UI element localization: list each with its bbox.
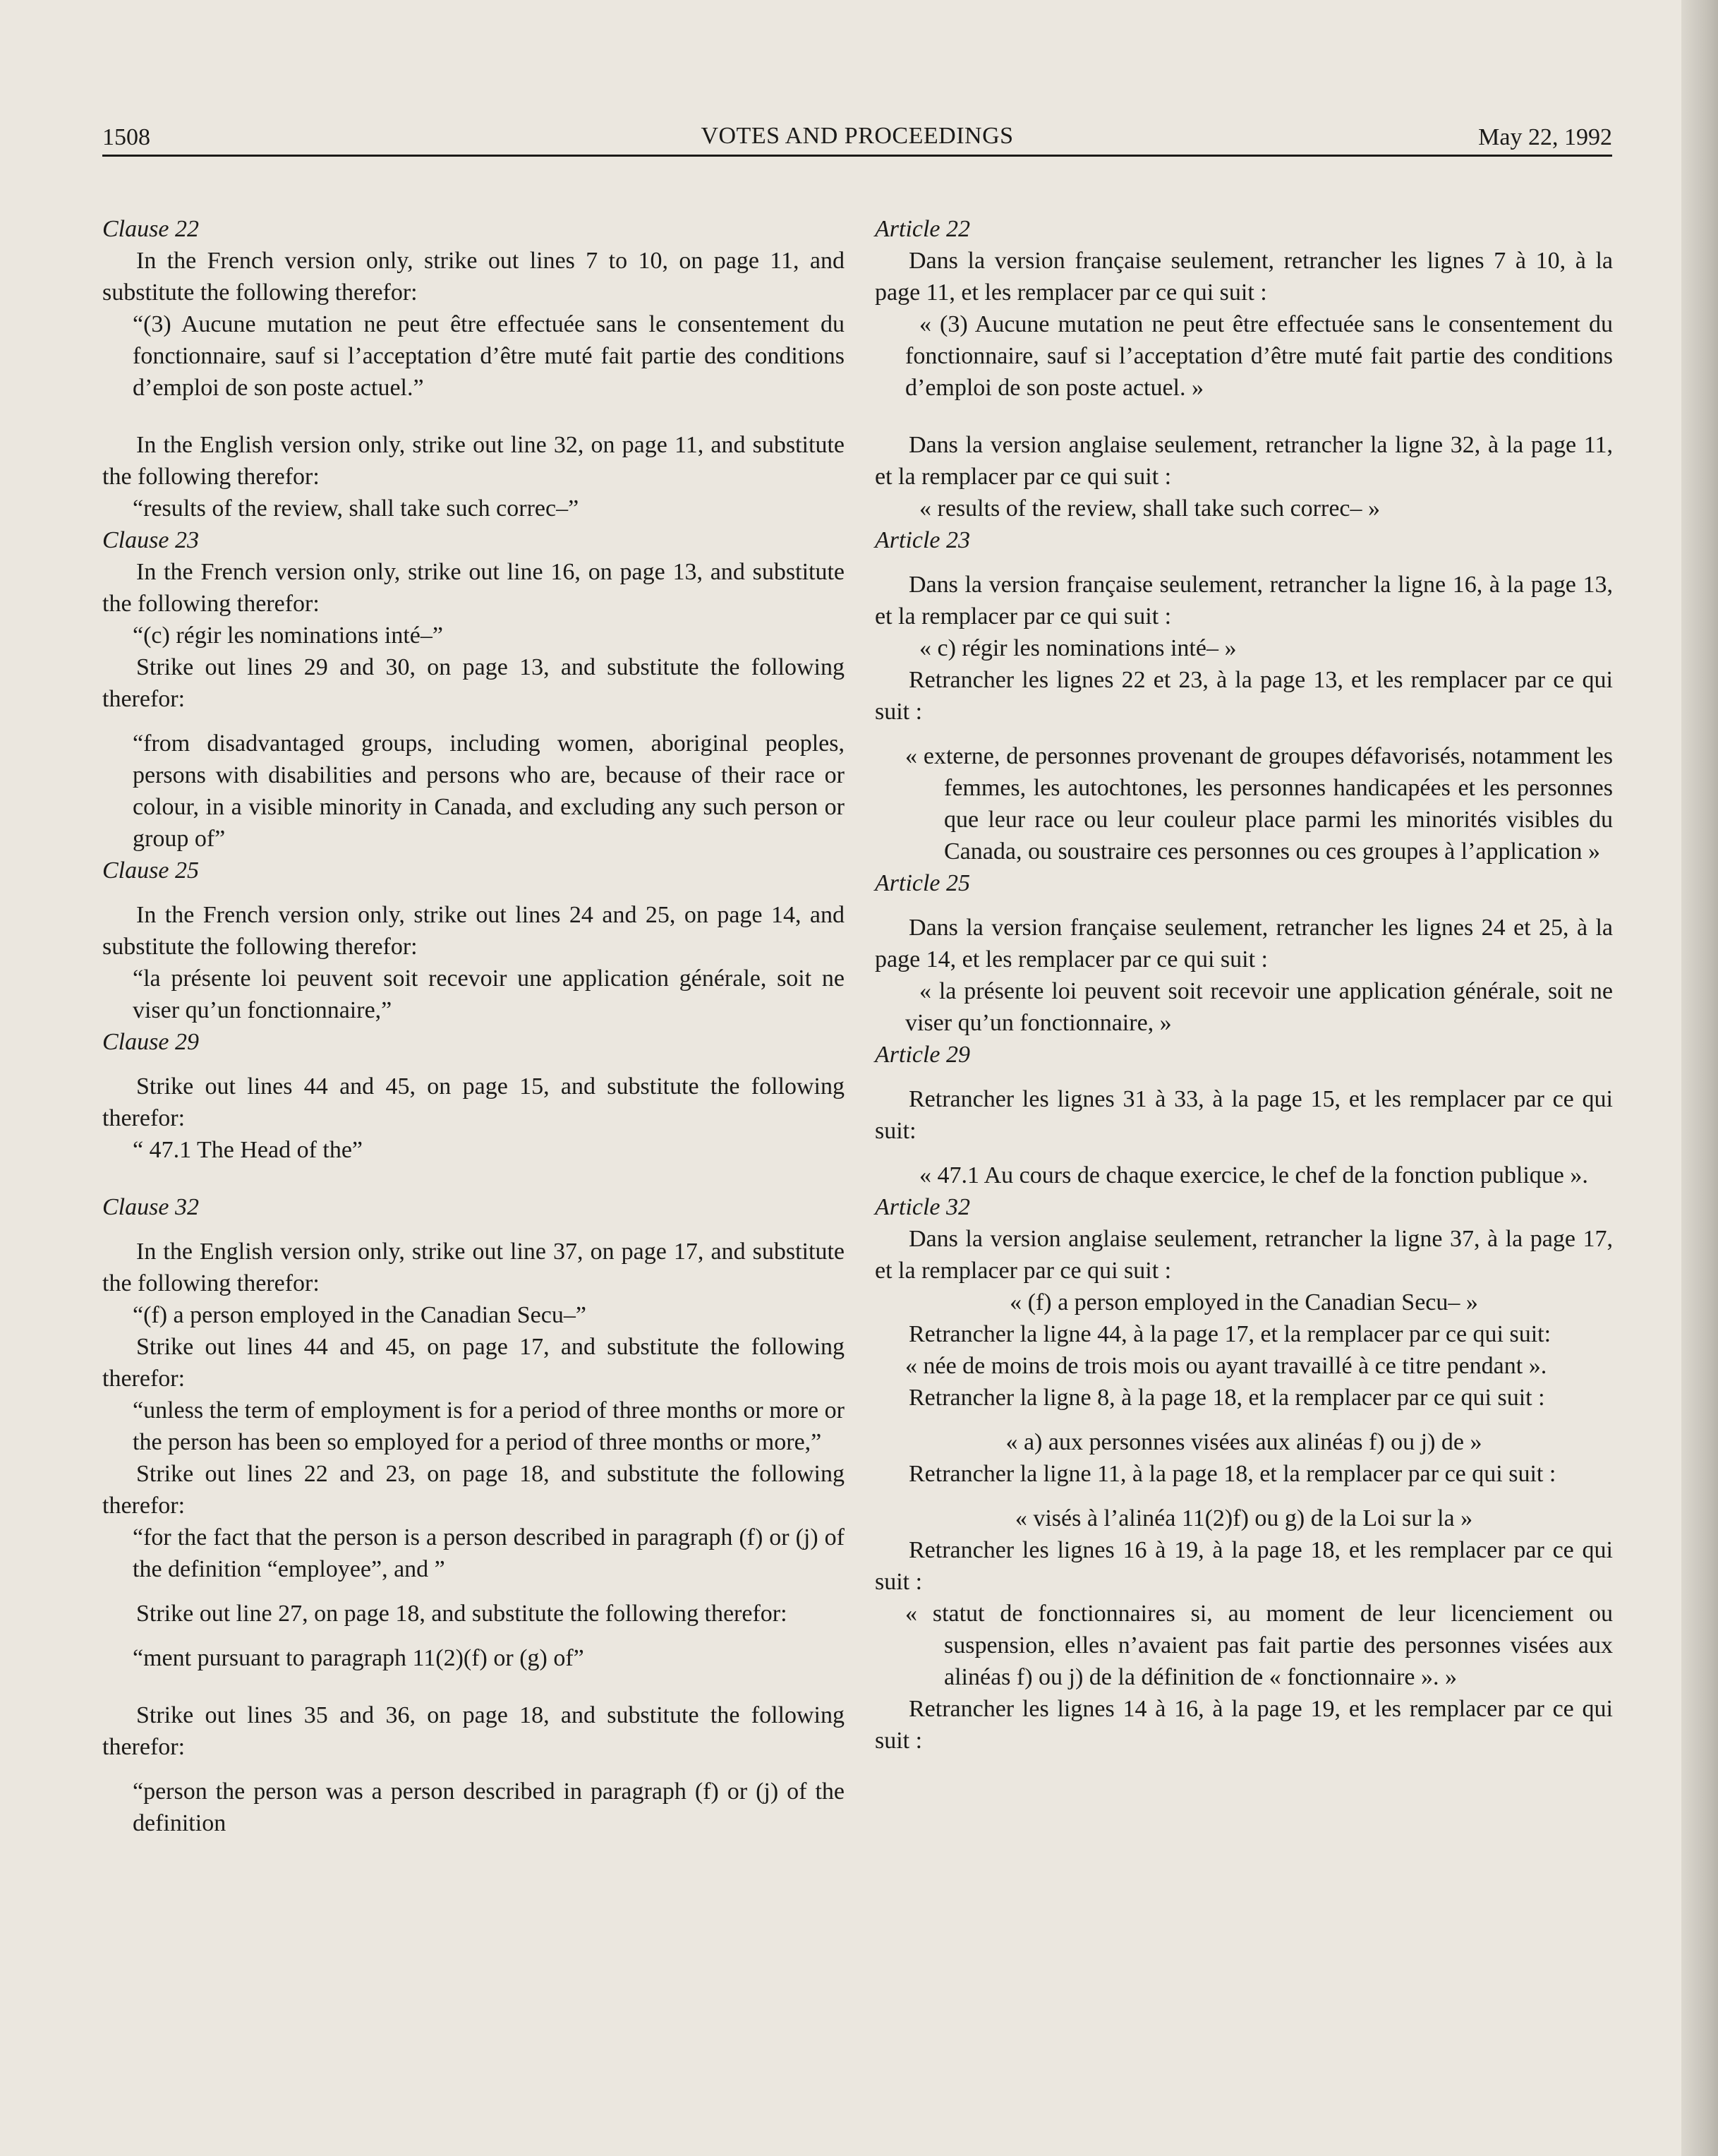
paragraph: Retrancher les lignes 31 à 33, à la page 15, et les remplacer par ce qui suit:: [875, 1086, 1613, 1144]
quoted-text: “(3) Aucune mutation ne peut être effectuée sans le consentement du fonctionnaire, sauf si l’acceptation d’être muté fait partie des conditions d’emploi de son poste actuel.”: [133, 311, 845, 401]
quoted-text: “(f) a person employed in the Canadian Secu–”: [133, 1302, 586, 1328]
header-date: May 22, 1992: [1478, 124, 1612, 150]
clause-heading: Clause 23: [102, 527, 199, 553]
quoted-text: “(c) régir les nominations inté–”: [133, 622, 443, 649]
paragraph: Retrancher la ligne 11, à la page 18, et la remplacer par ce qui suit :: [909, 1461, 1556, 1487]
quoted-text: « née de moins de trois mois ou ayant travaillé à ce titre pendant ».: [905, 1353, 1547, 1379]
article-heading: Article 25: [875, 870, 971, 896]
clause-heading: Clause 22: [102, 216, 199, 242]
article-heading: Article 22: [875, 216, 971, 242]
article-heading: Article 23: [875, 527, 971, 553]
paragraph: Strike out lines 44 and 45, on page 15, and substitute the following therefor:: [102, 1073, 845, 1131]
article-heading: Article 32: [875, 1194, 971, 1220]
clause-heading: Clause 29: [102, 1029, 199, 1055]
quoted-text: “ment pursuant to paragraph 11(2)(f) or (g) of”: [133, 1645, 584, 1671]
paragraph: Strike out lines 29 and 30, on page 13, and substitute the following therefor:: [102, 654, 845, 712]
page-number: 1508: [102, 124, 150, 150]
paragraph: Strike out lines 35 and 36, on page 18, and substitute the following therefor:: [102, 1702, 845, 1760]
paragraph: Retrancher les lignes 14 à 16, à la page 19, et les remplacer par ce qui suit :: [875, 1696, 1613, 1754]
paragraph: Strike out lines 44 and 45, on page 17, and substitute the following therefor:: [102, 1334, 845, 1392]
quoted-text: « a) aux personnes visées aux alinéas f) ou j) de »: [1005, 1429, 1482, 1455]
header-rule: [102, 155, 1612, 157]
paragraph: Retrancher la ligne 44, à la page 17, et la remplacer par ce qui suit:: [909, 1321, 1551, 1347]
quoted-text: « visés à l’alinéa 11(2)f) ou g) de la Loi sur la »: [1015, 1505, 1473, 1531]
paragraph: Strike out line 27, on page 18, and substitute the following therefor:: [136, 1601, 787, 1627]
paragraph: Dans la version anglaise seulement, retrancher la ligne 32, à la page 11, et la remplacer par ce qui suit :: [875, 432, 1613, 490]
paragraph: Dans la version française seulement, retrancher les lignes 7 à 10, à la page 11, et les remplacer par ce qui suit :: [875, 248, 1613, 306]
paragraph: In the English version only, strike out line 37, on page 17, and substitute the following therefor:: [102, 1239, 845, 1296]
paragraph: Dans la version française seulement, retrancher la ligne 16, à la page 13, et la remplacer par ce qui suit :: [875, 572, 1613, 630]
page-edge-shadow: [1681, 0, 1718, 2156]
paragraph: Retrancher les lignes 22 et 23, à la page 13, et les remplacer par ce qui suit :: [875, 667, 1613, 725]
quoted-text: “person the person was a person described in paragraph (f) or (j) of the definition: [133, 1778, 845, 1836]
quoted-text: “from disadvantaged groups, including women, aboriginal peoples, persons with disabilities and persons who are, because of their race or colour, in a visible minority in Canada, and excluding any such person or group of”: [133, 730, 845, 852]
quoted-text: « (3) Aucune mutation ne peut être effectuée sans le consentement du fonctionnaire, sauf si l’acceptation d’être muté fait partie des conditions d’emploi de son poste actuel. »: [905, 311, 1613, 401]
clause-heading: Clause 25: [102, 857, 199, 884]
paragraph: Dans la version anglaise seulement, retrancher la ligne 37, à la page 17, et la remplacer par ce qui suit :: [875, 1226, 1613, 1284]
running-title: VOTES AND PROCEEDINGS: [701, 123, 1014, 149]
paragraph: In the French version only, strike out lines 24 and 25, on page 14, and substitute the following therefor:: [102, 902, 845, 960]
paragraph: Strike out lines 22 and 23, on page 18, and substitute the following therefor:: [102, 1461, 845, 1519]
quoted-text: « (f) a person employed in the Canadian Secu– »: [1010, 1289, 1478, 1315]
quoted-text: « statut de fonctionnaires si, au moment de leur licenciement ou suspension, elles n’avaient pas fait partie des personnes visées aux alinéas f) ou j) de la définition de « fonctionnaire ». »: [905, 1601, 1613, 1690]
quoted-text: « 47.1 Au cours de chaque exercice, le chef de la fonction publique ».: [919, 1162, 1588, 1188]
paragraph: Retrancher la ligne 8, à la page 18, et la remplacer par ce qui suit :: [909, 1385, 1545, 1411]
quoted-text: « c) régir les nominations inté– »: [919, 635, 1237, 661]
paragraph: In the French version only, strike out lines 7 to 10, on page 11, and substitute the following therefor:: [102, 248, 845, 306]
article-heading: Article 29: [875, 1042, 971, 1068]
english-column: [102, 213, 845, 1839]
quoted-text: « results of the review, shall take such correc– »: [919, 495, 1381, 522]
paragraph: Dans la version française seulement, retrancher les lignes 24 et 25, à la page 14, et les remplacer par ce qui suit :: [875, 915, 1613, 972]
quoted-text: “la présente loi peuvent soit recevoir une application générale, soit ne viser qu’un fonctionnaire,”: [133, 965, 845, 1023]
french-column: [875, 213, 1613, 1757]
quoted-text: “results of the review, shall take such correc–”: [133, 495, 579, 522]
page-header: [102, 120, 1612, 155]
paragraph: In the English version only, strike out line 32, on page 11, and substitute the following therefor:: [102, 432, 845, 490]
quoted-text: « externe, de personnes provenant de groupes défavorisés, notamment les femmes, les autochtones, les personnes handicapées et les personnes que leur race ou leur couleur place parmi les minorités visibles du Canada, ou soustraire ces personnes ou ces groupes à l’application »: [905, 743, 1613, 865]
quoted-text: “unless the term of employment is for a period of three months or more or the person has been so employed for a period of three months or more,”: [133, 1397, 845, 1455]
paragraph: Retrancher les lignes 16 à 19, à la page 18, et les remplacer par ce qui suit :: [875, 1537, 1613, 1595]
quoted-text: “for the fact that the person is a person described in paragraph (f) or (j) of the definition “employee”, and ”: [133, 1524, 845, 1582]
quoted-text: “ 47.1 The Head of the”: [133, 1137, 363, 1163]
clause-heading: Clause 32: [102, 1194, 199, 1220]
quoted-text: « la présente loi peuvent soit recevoir une application générale, soit ne viser qu’un fonctionnaire, »: [905, 978, 1613, 1036]
paragraph: In the French version only, strike out line 16, on page 13, and substitute the following therefor:: [102, 559, 845, 617]
